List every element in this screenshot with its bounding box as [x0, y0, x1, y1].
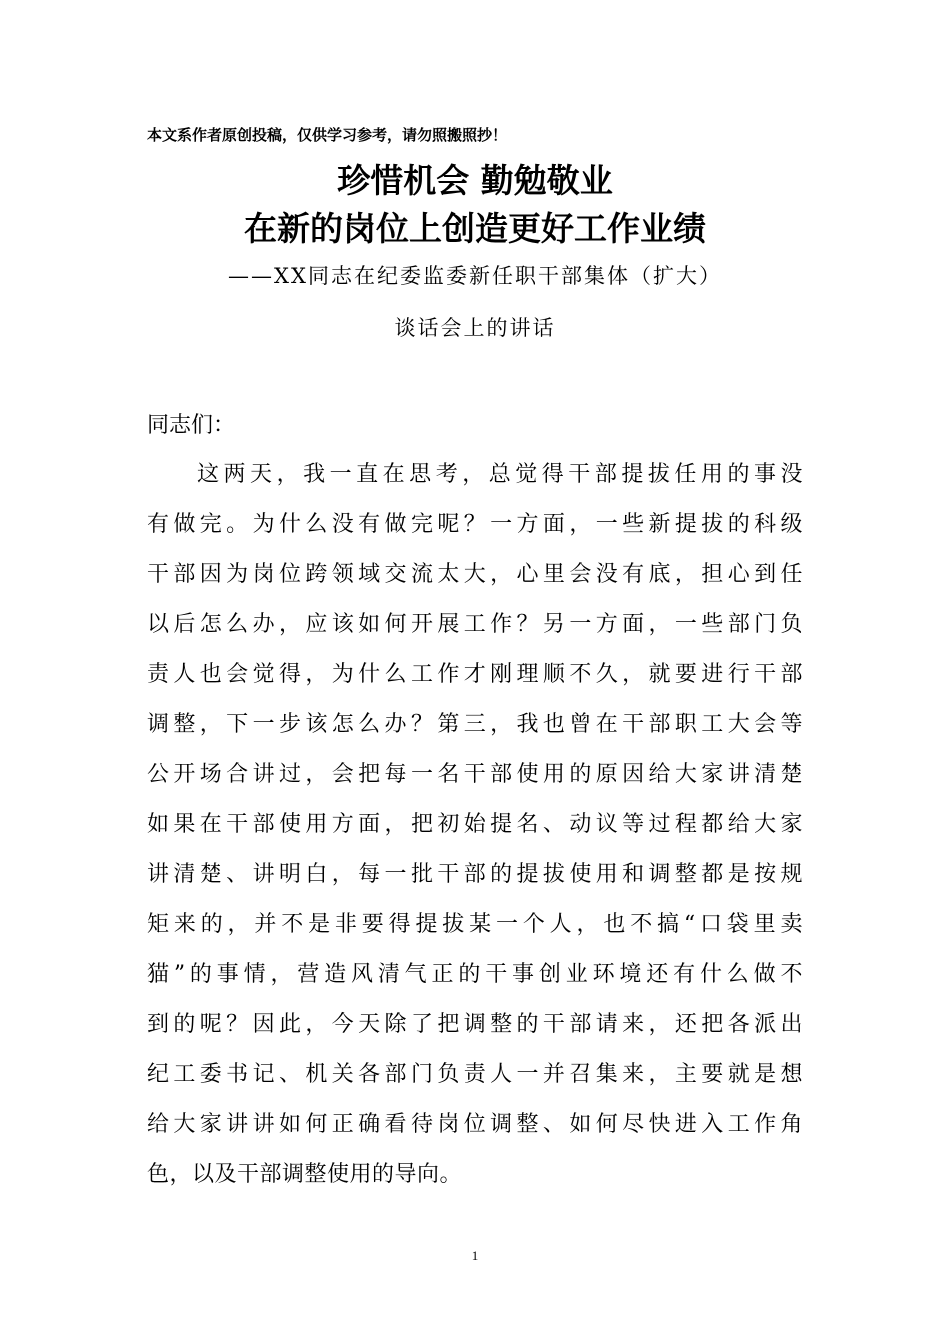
subtitle-line-2: 谈话会上的讲话 — [394, 316, 556, 340]
copyright-notice: 本文系作者原创投稿，仅供学习参考，请勿照搬照抄！ — [147, 126, 508, 144]
paragraph-line: 矩来的，并不是非要得提拔某一个人，也不搞“口袋里卖 — [147, 912, 803, 937]
paragraph-line: 到的呢？因此，今天除了把调整的干部请来，还把各派出 — [147, 1012, 803, 1037]
paragraph-line: 纪工委书记、机关各部门负责人一并召集来，主要就是想 — [147, 1062, 803, 1087]
title-line-1: 珍惜机会 勤勉敬业 — [337, 161, 613, 200]
subtitle-line-1: ——XX同志在纪委监委新任职干部集体（扩大） — [228, 264, 722, 288]
paragraph-line: 调整，下一步该怎么办？第三，我也曾在干部职工大会等 — [147, 712, 803, 737]
paragraph-line: 色，以及干部调整使用的导向。 — [147, 1162, 463, 1187]
paragraph-line: 这两天，我一直在思考，总觉得干部提拔任用的事没 — [197, 462, 803, 487]
paragraph-line: 以后怎么办，应该如何开展工作？另一方面，一些部门负 — [147, 612, 803, 637]
paragraph-line: 如果在干部使用方面，把初始提名、动议等过程都给大家 — [147, 812, 803, 837]
title-line-2: 在新的岗位上创造更好工作业绩 — [244, 209, 706, 248]
paragraph-line: 责人也会觉得，为什么工作才刚理顺不久，就要进行干部 — [147, 662, 803, 687]
paragraph-line: 讲清楚、讲明白，每一批干部的提拔使用和调整都是按规 — [147, 862, 803, 887]
paragraph-line: 给大家讲讲如何正确看待岗位调整、如何尽快进入工作角 — [147, 1112, 803, 1137]
paragraph-line: 有做完。为什么没有做完呢？一方面，一些新提拔的科级 — [147, 512, 803, 537]
paragraph-line: 猫”的事情，营造风清气正的干事创业环境还有什么做不 — [147, 962, 803, 987]
greeting: 同志们： — [147, 413, 236, 438]
paragraph-line: 干部因为岗位跨领域交流太大，心里会没有底，担心到任 — [147, 562, 803, 587]
paragraph-line: 公开场合讲过，会把每一名干部使用的原因给大家讲清楚 — [147, 762, 803, 787]
page-number: 1 — [471, 1248, 479, 1263]
